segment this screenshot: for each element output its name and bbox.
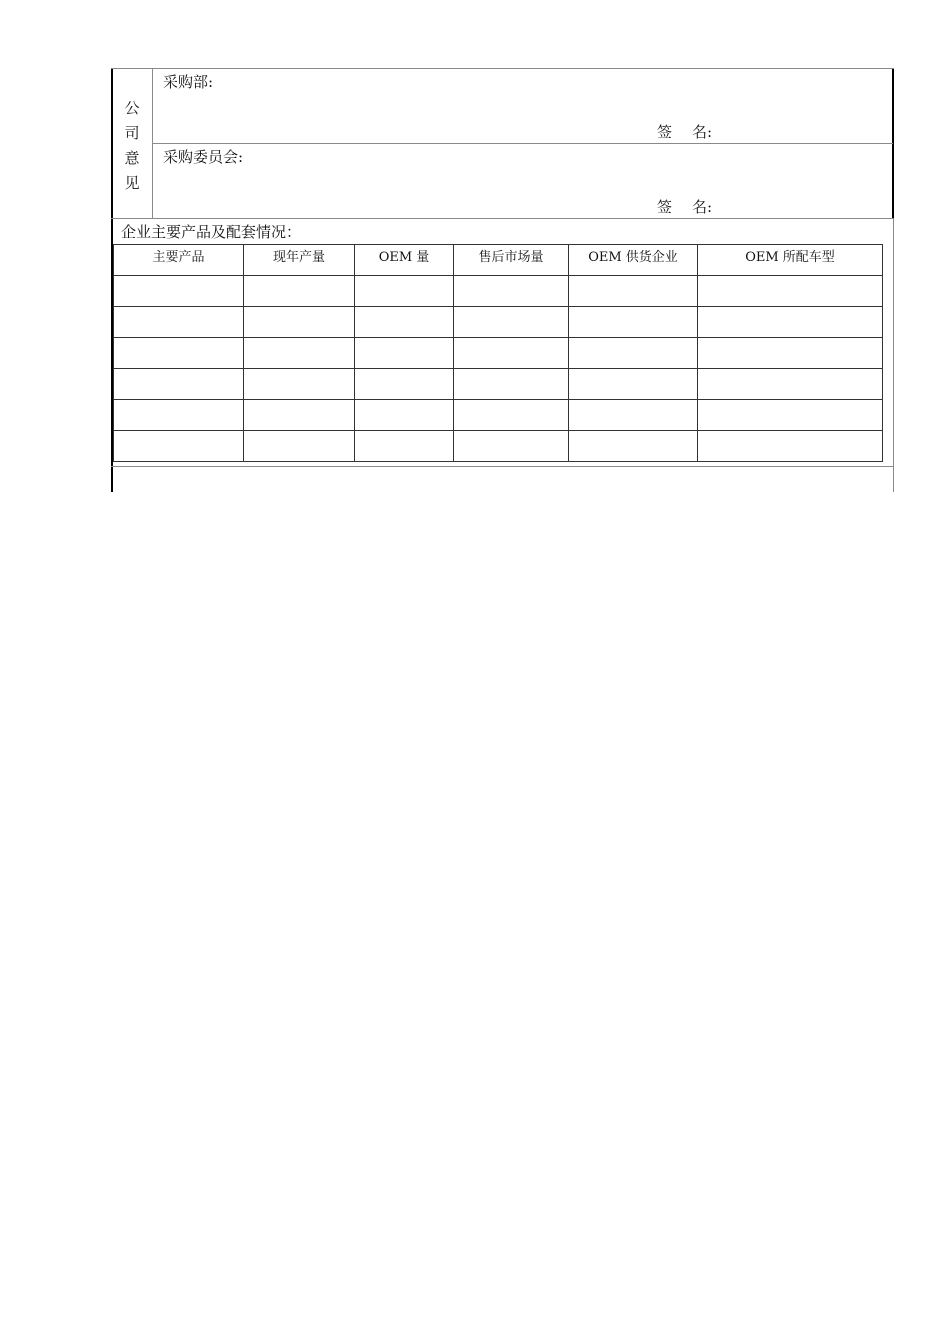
table-cell[interactable] bbox=[698, 338, 883, 369]
table-cell[interactable] bbox=[355, 307, 454, 338]
table-cell[interactable] bbox=[244, 307, 355, 338]
table-cell[interactable] bbox=[244, 338, 355, 369]
column-header: 现年产量 bbox=[244, 245, 355, 276]
name-char: 名: bbox=[692, 198, 713, 216]
table-header-row bbox=[114, 245, 883, 276]
side-label-char: 司 bbox=[124, 124, 140, 142]
table-cell[interactable] bbox=[355, 276, 454, 307]
table-cell[interactable] bbox=[114, 431, 244, 462]
opinion-row-divider bbox=[152, 143, 893, 144]
column-header: OEM 量 bbox=[355, 245, 454, 276]
table-cell[interactable] bbox=[569, 276, 698, 307]
column-header: 售后市场量 bbox=[454, 245, 569, 276]
table-row bbox=[114, 338, 883, 369]
purchasing-committee-label: 采购委员会: bbox=[163, 148, 244, 166]
products-table bbox=[113, 244, 883, 462]
side-label-char: 意 bbox=[124, 149, 140, 167]
opinion-section-bottom-border bbox=[111, 218, 894, 219]
table-cell[interactable] bbox=[244, 400, 355, 431]
table-row bbox=[114, 369, 883, 400]
purchasing-committee-signature bbox=[657, 198, 712, 216]
column-header: OEM 所配车型 bbox=[698, 245, 883, 276]
table-cell[interactable] bbox=[454, 338, 569, 369]
products-section-bottom-border bbox=[111, 466, 894, 467]
table-cell[interactable] bbox=[355, 400, 454, 431]
table-cell[interactable] bbox=[569, 307, 698, 338]
frame-right-border-lower bbox=[893, 218, 894, 492]
sign-char: 签 bbox=[657, 198, 673, 216]
table-cell[interactable] bbox=[454, 276, 569, 307]
table-cell[interactable] bbox=[114, 307, 244, 338]
column-header: 主要产品 bbox=[114, 245, 244, 276]
table-cell[interactable] bbox=[114, 369, 244, 400]
table-cell[interactable] bbox=[569, 338, 698, 369]
frame-top-border bbox=[111, 68, 894, 69]
table-cell[interactable] bbox=[114, 276, 244, 307]
column-header: OEM 供货企业 bbox=[569, 245, 698, 276]
table-row bbox=[114, 431, 883, 462]
table-cell[interactable] bbox=[454, 400, 569, 431]
table-cell[interactable] bbox=[698, 431, 883, 462]
table-cell[interactable] bbox=[355, 338, 454, 369]
table-cell[interactable] bbox=[698, 307, 883, 338]
table-cell[interactable] bbox=[698, 276, 883, 307]
table-cell[interactable] bbox=[698, 369, 883, 400]
table-cell[interactable] bbox=[114, 338, 244, 369]
table-cell[interactable] bbox=[454, 431, 569, 462]
table-row bbox=[114, 400, 883, 431]
table-cell[interactable] bbox=[454, 369, 569, 400]
table-cell[interactable] bbox=[569, 369, 698, 400]
table-cell[interactable] bbox=[698, 400, 883, 431]
purchasing-dept-label: 采购部: bbox=[163, 73, 214, 91]
products-section-title: 企业主要产品及配套情况： bbox=[121, 223, 302, 241]
table-cell[interactable] bbox=[244, 276, 355, 307]
table-cell[interactable] bbox=[244, 431, 355, 462]
purchasing-dept-signature bbox=[657, 123, 712, 141]
side-label-char: 见 bbox=[124, 174, 140, 192]
table-cell[interactable] bbox=[569, 431, 698, 462]
table-cell[interactable] bbox=[569, 400, 698, 431]
table-cell[interactable] bbox=[355, 431, 454, 462]
table-row bbox=[114, 307, 883, 338]
table-row bbox=[114, 276, 883, 307]
table-cell[interactable] bbox=[114, 400, 244, 431]
sign-char: 签 bbox=[657, 123, 673, 141]
table-cell[interactable] bbox=[244, 369, 355, 400]
table-cell[interactable] bbox=[355, 369, 454, 400]
table-cell[interactable] bbox=[454, 307, 569, 338]
name-char: 名: bbox=[692, 123, 713, 141]
side-label-char: 公 bbox=[124, 99, 140, 117]
company-opinion-label bbox=[118, 96, 146, 196]
